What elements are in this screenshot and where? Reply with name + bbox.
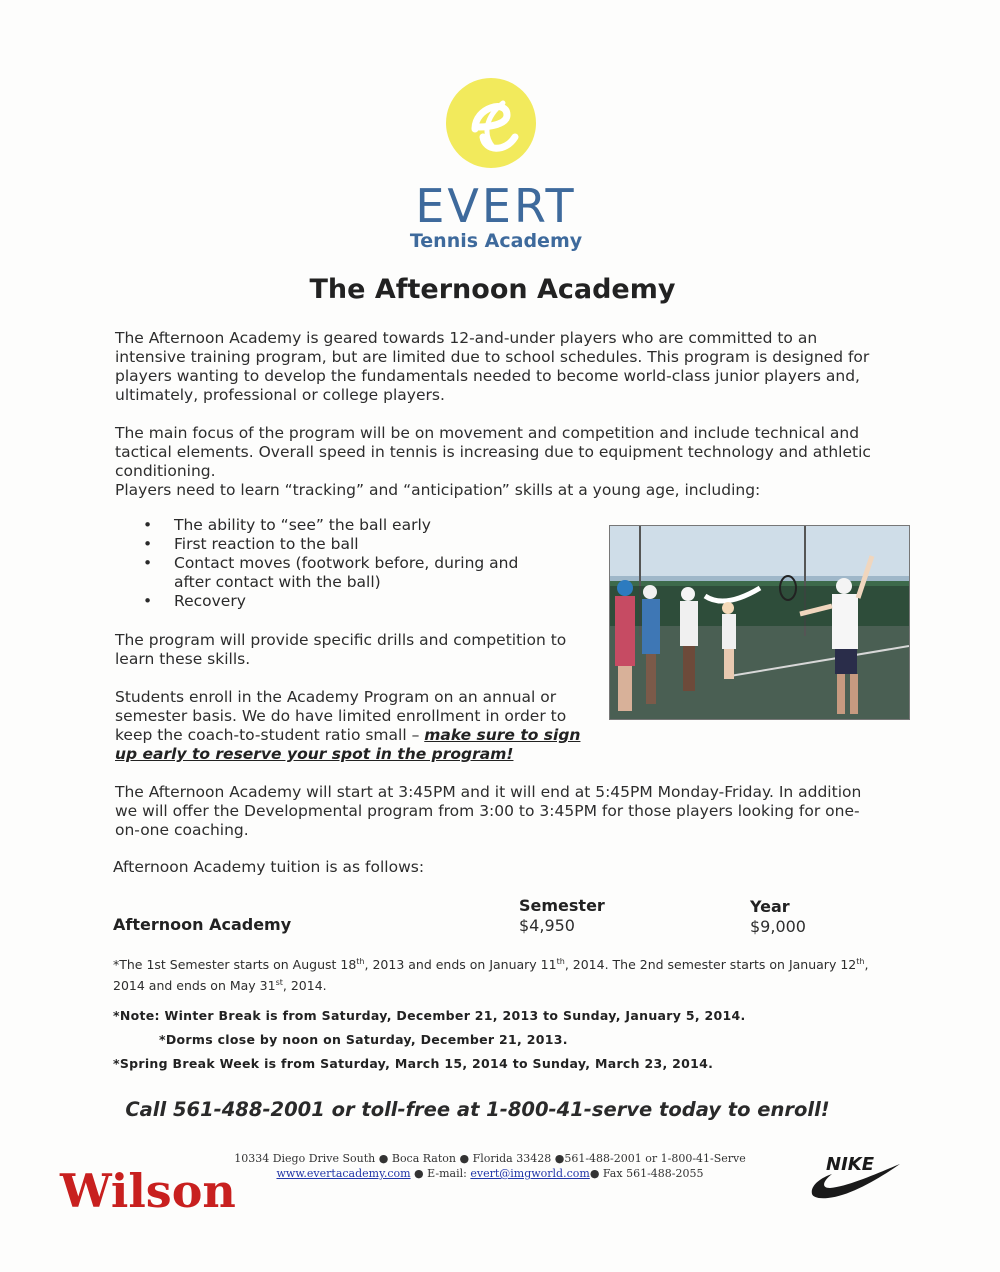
brand-block [0, 180, 1000, 254]
focus-paragraph: The main focus of the program will be on movement and competition and include technical and tactical elements. Overall speed in tennis is increasing due to equipment technology and athletic conditioning. [115, 424, 871, 480]
page-title: The Afternoon Academy [309, 274, 676, 305]
wilson-logo-icon [58, 1163, 268, 1215]
skills-intro: Players need to learn “tracking” and “anticipation” skills at a young age, including: [115, 481, 761, 499]
footer-address-block [200, 1151, 780, 1181]
skills-list [115, 516, 595, 611]
evert-logo-mark-icon [445, 77, 537, 169]
winter-break-note: *Note: Winter Break is from Saturday, December 21, 2013 to Sunday, January 5, 2014. [113, 1008, 746, 1023]
semester-dates-note: *The 1st Semester starts on August 18th, 2013 and ends on January 11th, 2014. The 2nd semester starts on January 12th, 2014 and ends on May 31st, 2014. [113, 957, 869, 994]
wilson-wordmark: Wilson [60, 1164, 236, 1215]
brand-subtitle: Tennis Academy [409, 230, 583, 252]
dorms-note: *Dorms close by noon on Saturday, December 21, 2013. [159, 1032, 568, 1047]
footer-address: 10334 Diego Drive South ● Boca Raton ● Florida 33428 ●561-488-2001 or 1-800-41-Serve [234, 1152, 746, 1165]
list-item: • The ability to “see” the ball early [115, 516, 595, 535]
intro-paragraph: The Afternoon Academy is geared towards 12-and-under players who are committed to an intensive training program, but are limited due to school schedules. This program is designed for players wanting to develop the fundamentals needed to become world-class junior players and, ultimately, professional or college players. [115, 329, 870, 404]
signup-callout: make sure to sign up early to reserve your spot in the program! [115, 726, 581, 763]
enroll-call-to-action: Call 561-488-2001 or toll-free at 1-800-41-serve today to enroll! [125, 1098, 830, 1121]
list-item: • First reaction to the ball [115, 535, 595, 554]
tuition-intro: Afternoon Academy tuition is as follows: [113, 858, 425, 876]
list-item: • Recovery [115, 592, 595, 611]
list-item: • Contact moves (footwork before, during and after contact with the ball) [115, 554, 554, 592]
enroll-paragraph [115, 688, 875, 764]
spring-break-note: *Spring Break Week is from Saturday, March 15, 2014 to Sunday, March 23, 2014. [113, 1056, 714, 1071]
year-label: Year [750, 897, 790, 916]
drills-paragraph: The program will provide specific drills and competition to learn these skills. [115, 631, 567, 668]
website-link[interactable]: www.evertacademy.com [276, 1167, 411, 1180]
brand-name: EVERT [415, 179, 577, 233]
nike-swoosh-logo-icon [810, 1150, 902, 1200]
enroll-text-a: Students enroll in the Academy Program on an annual or semester basis. We do have limited enrollment in order to keep the coach-to-student ratio small – make sure to sign up early to reserve your spot in the program! [115, 688, 581, 763]
email-link[interactable]: evert@imgworld.com [470, 1167, 590, 1180]
tuition-program-name: Afternoon Academy [113, 915, 292, 934]
year-price: $9,000 [750, 917, 806, 936]
nike-wordmark: NIKE [826, 1154, 875, 1175]
footer-contact-line: www.evertacademy.com ● E-mail: evert@imgworld.com● Fax 561-488-2055 [276, 1167, 704, 1180]
schedule-paragraph: The Afternoon Academy will start at 3:45PM and it will end at 5:45PM Monday-Friday. In addition we will offer the Developmental program from 3:00 to 3:45PM for those players looking for one-on-one coaching. [115, 783, 862, 839]
semester-label: Semester [519, 896, 605, 915]
semester-price: $4,950 [519, 916, 575, 935]
